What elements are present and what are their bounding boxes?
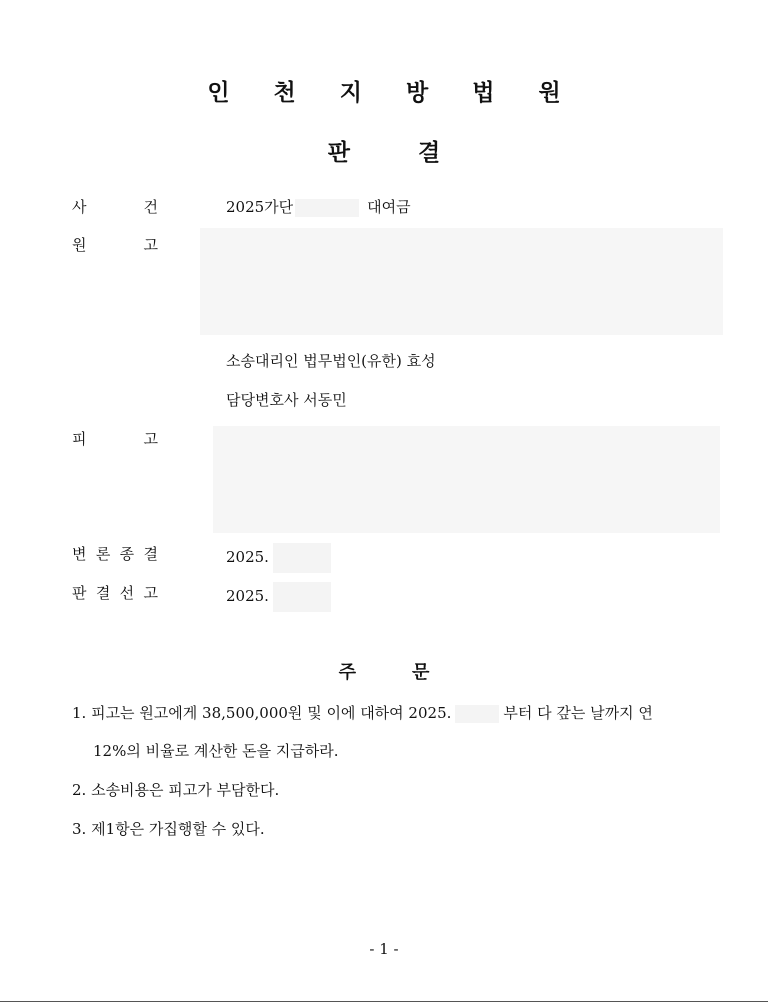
redacted-defendant-info — [213, 426, 720, 533]
closing-date-text: 2025. — [226, 548, 269, 566]
label-char: 원 — [72, 236, 87, 254]
redacted-closing-date — [273, 543, 331, 573]
document-title — [0, 134, 768, 167]
case-number — [226, 196, 411, 217]
case-label-text — [72, 196, 158, 217]
case-label — [72, 196, 158, 217]
label-char: 고 — [143, 430, 158, 448]
page-edge-divider — [0, 1001, 768, 1002]
label-char: 선 — [119, 584, 135, 602]
judgment-date-text: 2025. — [226, 587, 269, 605]
judgment-date — [226, 582, 331, 612]
defendant-label — [72, 428, 158, 449]
order-item-1 — [72, 702, 653, 723]
plaintiff-attorney: 담당변호사 서동민 — [226, 391, 347, 409]
label-char: 종 — [119, 545, 135, 563]
redacted-order-date — [455, 705, 499, 723]
plaintiff-label-text — [72, 234, 158, 255]
document-title-char-1: 판 — [327, 140, 350, 166]
closing-label-text — [72, 543, 158, 564]
defendant-label-text — [72, 428, 158, 449]
label-char: 피 — [72, 430, 87, 448]
label-char: 변 — [72, 545, 87, 563]
judgment-date-label — [72, 582, 158, 603]
closing-label — [72, 543, 158, 564]
order-heading — [0, 658, 768, 684]
label-char: 판 — [72, 584, 87, 602]
document-title-char-2: 결 — [418, 140, 441, 166]
case-type: 대여금 — [367, 198, 411, 216]
order-item-1-part-b: 부터 다 갚는 날까지 연 — [503, 704, 653, 722]
judgment-date-label-text — [72, 582, 158, 603]
redacted-case-number — [295, 199, 359, 217]
case-number-prefix: 2025가단 — [226, 198, 294, 216]
redacted-judgment-date — [273, 582, 331, 612]
order-heading-char-1: 주 — [338, 662, 356, 683]
order-heading-char-2: 문 — [412, 662, 430, 683]
label-char: 결 — [95, 584, 111, 602]
label-char: 건 — [143, 198, 158, 216]
label-char: 론 — [95, 545, 111, 563]
label-char: 고 — [143, 236, 158, 254]
court-name: 인 천 지 방 법 원 — [207, 80, 579, 106]
closing-date — [226, 543, 331, 573]
order-item-1-part-a: 1. 피고는 원고에게 38,500,000원 및 이에 대하여 2025. — [72, 704, 452, 722]
label-char: 고 — [143, 584, 158, 602]
redacted-plaintiff-info — [200, 228, 723, 335]
page-number: - 1 - — [369, 940, 399, 958]
plaintiff-agent: 소송대리인 법무법인(유한) 효성 — [226, 352, 436, 370]
label-char: 결 — [143, 545, 158, 563]
order-item-3: 3. 제1항은 가집행할 수 있다. — [72, 820, 265, 838]
plaintiff-label — [72, 234, 158, 255]
order-item-2: 2. 소송비용은 피고가 부담한다. — [72, 781, 280, 799]
label-char: 사 — [72, 198, 87, 216]
order-item-1-continued: 12%의 비율로 계산한 돈을 지급하라. — [93, 742, 339, 760]
